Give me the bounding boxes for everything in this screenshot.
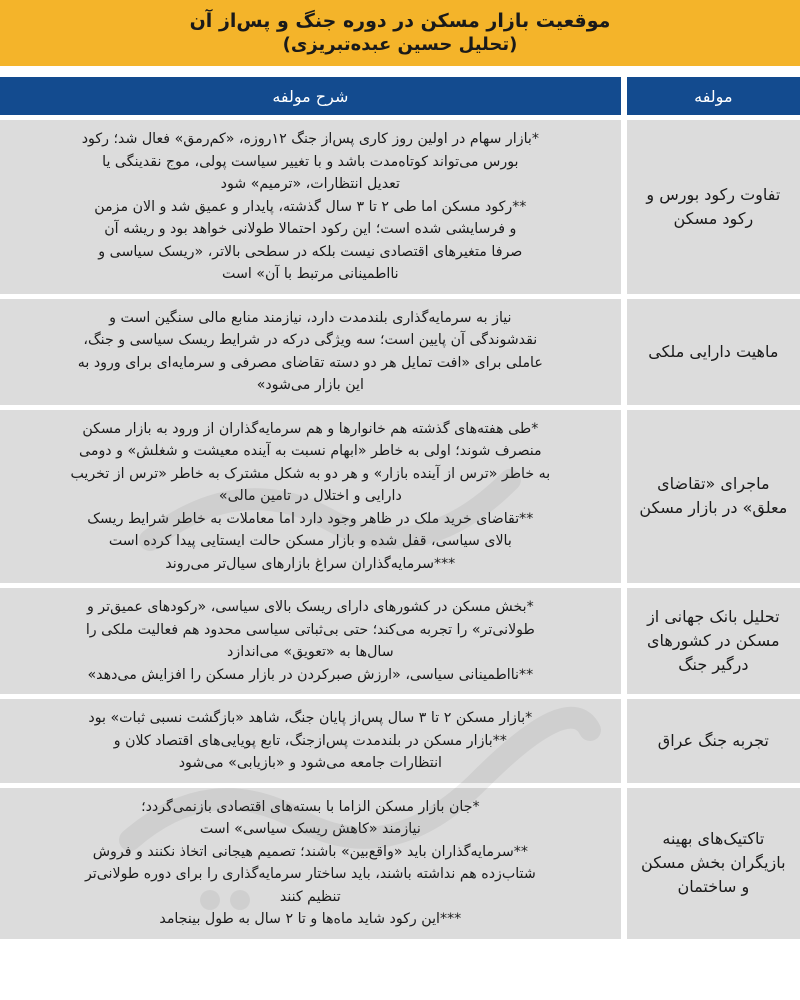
- table-row: [0, 299, 800, 405]
- description-line: صرفا متغیرهای اقتصادی نیست بلکه در سطحی بالاتر، «ریسک سیاسی و: [98, 243, 523, 260]
- description-cell: [0, 699, 621, 783]
- description-line: تنظیم کنند: [279, 888, 341, 905]
- table-body: [0, 120, 800, 939]
- page-subtitle: (تحلیل حسین عبده‌تبریزی): [282, 34, 518, 55]
- header-component: مولفه: [621, 77, 800, 115]
- description-line: عاملی برای «افت تمایل هر دو دسته تقاضای مصرفی و سرمایه‌ای برای ورود به: [77, 354, 543, 371]
- table-row: [0, 699, 800, 783]
- description-line: **رکود مسکن اما طی ۲ تا ۳ سال گذشته، پایدار و عمیق شد و الان مزمن: [94, 198, 527, 215]
- title-banner: [0, 0, 800, 66]
- description-line: طولانی‌تر» را تجربه می‌کند؛ حتی بی‌ثباتی سیاسی محدود هم فعالیت ملکی را: [85, 621, 535, 638]
- table-row: [0, 410, 800, 584]
- description-line: ***این رکود شاید ماه‌ها و تا ۲ سال به طول بینجامد: [159, 911, 462, 927]
- description-line: تعدیل انتظارات، «ترمیم» شود: [220, 176, 400, 192]
- component-cell: تجربه جنگ عراق: [621, 699, 800, 783]
- description-line: نیازمند «کاهش ریسک سیاسی» است: [199, 821, 421, 837]
- description-line: **تقاضای خرید ملک در ظاهر وجود دارد اما معاملات به خاطر شرایط ریسک: [87, 510, 534, 527]
- table-row: [0, 588, 800, 694]
- description-line: نیاز به سرمایه‌گذاری بلندمدت دارد، نیازمند منابع مالی سنگین است و: [109, 309, 512, 326]
- description-line: بورس می‌تواند کوتاه‌مدت باشد و با تغییر سیاست پولی، موج نقدینگی یا: [102, 153, 519, 170]
- description-line: *بازار سهام در اولین روز کاری پس‌از جنگ ۱۲روزه، «کم‌رمق» فعال شد؛ رکود: [81, 131, 539, 147]
- description-line: سال‌ها به «تعویق» می‌اندازد: [227, 644, 394, 660]
- component-cell: ماجرای «تقاضای معلق» در بازار مسکن: [621, 410, 800, 584]
- description-line: **بازار مسکن در بلندمدت پس‌ازجنگ، تابع پویایی‌های اقتصاد کلان و: [113, 732, 507, 749]
- component-cell: تفاوت رکود بورس و رکود مسکن: [621, 120, 800, 294]
- component-cell: تاکتیک‌های بهینه بازیگران بخش مسکن و ساختمان: [621, 788, 800, 939]
- description-line: *طی هفته‌های گذشته هم خانوارها و هم سرمایه‌گذاران از ورود به بازار مسکن: [82, 420, 539, 437]
- analysis-table: [0, 72, 800, 944]
- description-cell: [0, 588, 621, 694]
- description-line: نااطمینانی مرتبط با آن» است: [222, 266, 399, 282]
- description-line: منصرف شوند؛ اولی به خاطر «ابهام نسبت به آینده معیشت و شغلش» و دومی: [79, 443, 542, 459]
- description-line: **سرمایه‌گذاران باید «واقع‌بین» باشند؛ تصمیم هیجانی اتخاذ نکنند و فروش: [92, 843, 528, 860]
- description-line: **نااطمینانی سیاسی، «ارزش صبرکردن در بازار مسکن را افزایش می‌دهد»: [87, 666, 534, 683]
- description-line: دارایی و اختلال در تامین مالی»: [218, 488, 402, 504]
- description-line: نقدشوندگی آن پایین است؛ سه ویژگی درکه در شرایط ریسک سیاسی و جنگ،: [83, 332, 538, 348]
- description-cell: [0, 299, 621, 405]
- table-header-row: [0, 77, 800, 115]
- description-line: این بازار می‌شود»: [256, 377, 364, 393]
- description-line: و فرسایشی شده است؛ این رکود احتمالا طولانی خواهد بود و ریشه آن: [104, 221, 517, 237]
- description-line: ***سرمایه‌گذاران سراغ بازارهای سیال‌تر می‌روند: [165, 555, 456, 572]
- component-cell: ماهیت دارایی ملکی: [621, 299, 800, 405]
- component-cell: تحلیل بانک جهانی از مسکن در کشورهای درگیر جنگ: [621, 588, 800, 694]
- table-row: [0, 788, 800, 939]
- page-title: موقعیت بازار مسکن در دوره جنگ و پس‌از آن: [189, 10, 611, 32]
- description-line: *جان بازار مسکن الزاما با بسته‌های اقتصادی بازنمی‌گردد؛: [141, 798, 480, 815]
- description-line: به خاطر «ترس از آینده بازار» و هر دو به شکل مشترک به خاطر «ترس از تخریب: [70, 465, 551, 482]
- description-line: شتاب‌زده هم نداشته باشند، باید ساختار سرمایه‌گذاری را برای دوره طولانی‌تر: [84, 866, 536, 882]
- description-line: *بخش مسکن در کشورهای دارای ریسک بالای سیاسی، «رکودهای عمیق‌تر و: [86, 599, 534, 615]
- description-cell: [0, 788, 621, 939]
- description-line: انتظارات جامعه می‌شود و «بازیابی» می‌شود: [178, 755, 442, 771]
- description-cell: [0, 120, 621, 294]
- header-description: شرح مولفه: [0, 77, 621, 115]
- table-row: [0, 120, 800, 294]
- description-line: *بازار مسکن ۲ تا ۳ سال پس‌از پایان جنگ، شاهد «بازگشت نسبی ثبات» بود: [88, 710, 533, 726]
- description-cell: [0, 410, 621, 584]
- description-line: بالای سیاسی، قفل شده و بازار مسکن حالت ایستایی پیدا کرده است: [108, 533, 512, 549]
